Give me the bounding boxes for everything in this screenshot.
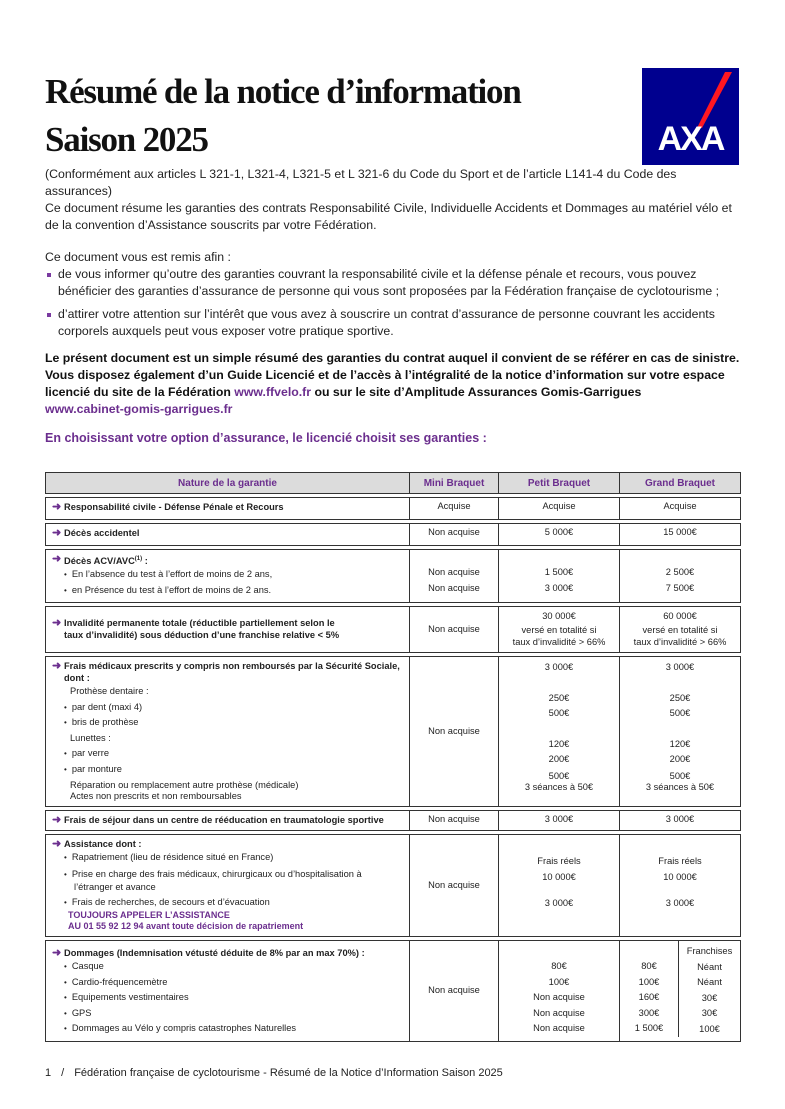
- header-nature: Nature de la garantie: [46, 473, 410, 494]
- arrow-icon: ➜: [52, 660, 62, 673]
- table-row: ➜ Décès ACV/AVC$^{(1)}$ : • En l’absence du test à l’effort de moins de 2 ans, • en Présence du test à l’effort de moins de 2 ans. Non acquise Non acquise 1 500€ 3 000€ 2 500€ 7 500€: [46, 550, 741, 603]
- document-summary: Ce document résume les garanties des contrats Responsabilité Civile, Individuelle Accidents et Dommages au matériel vélo et de la convention d’Assistance souscrits par votre Fédération.: [45, 201, 732, 232]
- arrow-icon: ➜: [52, 838, 62, 851]
- purpose-item: de vous informer qu’outre des garanties couvrant la responsabilité civile et la défense pénale et recours, vous pouvez bénéficier des garanties d’assurance de personne qui vous sont proposées par la Fédération française de cyclotourisme ;: [45, 266, 745, 300]
- axa-logo-text: AXA: [657, 120, 724, 158]
- arrow-icon: ➜: [52, 617, 62, 630]
- arrow-icon: ➜: [52, 947, 62, 960]
- purpose-list: [45, 266, 745, 340]
- arrow-icon: ➜: [52, 527, 62, 539]
- title-line-2: Saison 2025: [45, 120, 208, 159]
- header-petit: Petit Braquet: [499, 473, 620, 494]
- table-row: ➜ Décès accidentel Non acquise 5 000€ 15 000€: [46, 524, 741, 546]
- header-grand: Grand Braquet: [620, 473, 741, 494]
- purpose-intro: Ce document vous est remis afin :: [45, 250, 231, 264]
- page-footer: 1 / Fédération française de cyclotourisme - Résumé de la Notice d’Information Saison 2025: [45, 1067, 503, 1079]
- legal-reference: (Conformément aux articles L 321-1, L321-4, L321-5 et L 321-6 du Code du Sport et de l’article L141-4 du Code des assurances): [45, 167, 677, 198]
- header-mini: Mini Braquet: [410, 473, 499, 494]
- table-row: ➜ Invalidité permanente totale (réductible partiellement selon le taux d’invalidité) sous déduction d’une franchise relative < 5% Non acquise 30 000€ versé en totalité si taux d’invalidité > 66% 60 000€ versé en totalité si taux d’invalidité > 66%: [46, 607, 741, 653]
- page-title: [45, 68, 521, 164]
- table-row: ➜ Frais de séjour dans un centre de rééducation en traumatologie sportive Non acquise 3 000€ 3 000€: [46, 811, 741, 831]
- ffvelo-link[interactable]: www.ffvelo.fr: [234, 385, 312, 399]
- options-heading: En choisissant votre option d’assurance, le licencié choisit ses garanties :: [45, 431, 487, 445]
- arrow-icon: ➜: [52, 553, 62, 565]
- page-number: 1: [45, 1067, 52, 1079]
- gomis-garrigues-link[interactable]: www.cabinet-gomis-garrigues.fr: [45, 402, 233, 416]
- axa-logo: [642, 68, 739, 165]
- table-header-row: [46, 473, 741, 494]
- franchises-header: Franchises: [686, 946, 733, 957]
- assistance-phone: AU 01 55 92 12 94 avant toute décision de rapatriement: [68, 921, 304, 932]
- table-row: ➜ Dommages (Indemnisation vétusté déduite de 8% par an max 70%) : • Casque • Cardio-fréquencemètre • Equipements vestimentaires • GPS • Dommages au Vélo y compris catastrophes Naturelles Non acquise 80€ 100€ Non acquise Non acquise Non acquise 80€ 100€ 160€ 300€ 1 500€ Franchises Néant Néant 30€ 30€ 100€: [46, 941, 741, 1042]
- arrow-icon: ➜: [52, 501, 62, 513]
- arrow-icon: ➜: [52, 814, 62, 827]
- table-row: ➜ Frais médicaux prescrits y compris non remboursés par la Sécurité Sociale, dont : Prothèse dentaire : • par dent (maxi 4) • bris de prothèse Lunettes : • par verre • par monture Réparation ou remplacement autre prothèse (médicale) Actes non prescrits et non remboursables Non acquise 3 000€ 250€ 500€ 120€ 200€ 500€ 3 séances à 50€ 3 000€ 250€ 500€ 120€ 200€ 500€ 3 séances à 50€: [46, 657, 741, 807]
- assistance-alert: TOUJOURS APPELER L’ASSISTANCE: [68, 910, 230, 921]
- table-row: ➜ Assistance dont : • Rapatriement (lieu de résidence situé en France) • Prise en charge des frais médicaux, chirurgicaux ou d’hospitalisation à l’étranger et avance • Frais de recherches, de secours et d’évacuation TOUJOURS APPELER L’ASSISTANCE AU 01 55 92 12 94 avant toute décision de rapatriement Non acquise Frais réels 10 000€ 3 000€ Frais réels 10 000€ 3 000€: [46, 835, 741, 937]
- guarantees-table: [45, 472, 741, 1042]
- notice-paragraph: Le présent document est un simple résumé des garanties du contrat auquel il convient de se référer en cas de sinistre. Vous disposez également d’un Guide Licencié et de l’accès à l’intégralité de la notice d’information sur votre espace licencié du site de la Fédération www.ffvelo.fr ou sur le site d’Amplitude Assurances Gomis-Garrigues www.cabinet-gomis-garrigues.fr: [45, 351, 740, 416]
- purpose-item: d’attirer votre attention sur l’intérêt que vous avez à souscrire un contrat d’assurance de personne couvrant les accidents corporels auxquels peut vous exposer votre pratique sportive.: [45, 306, 745, 340]
- table-row: ➜ Responsabilité civile - Défense Pénale et Recours Acquise Acquise Acquise: [46, 498, 741, 520]
- title-line-1: Résumé de la notice d’information: [45, 72, 521, 111]
